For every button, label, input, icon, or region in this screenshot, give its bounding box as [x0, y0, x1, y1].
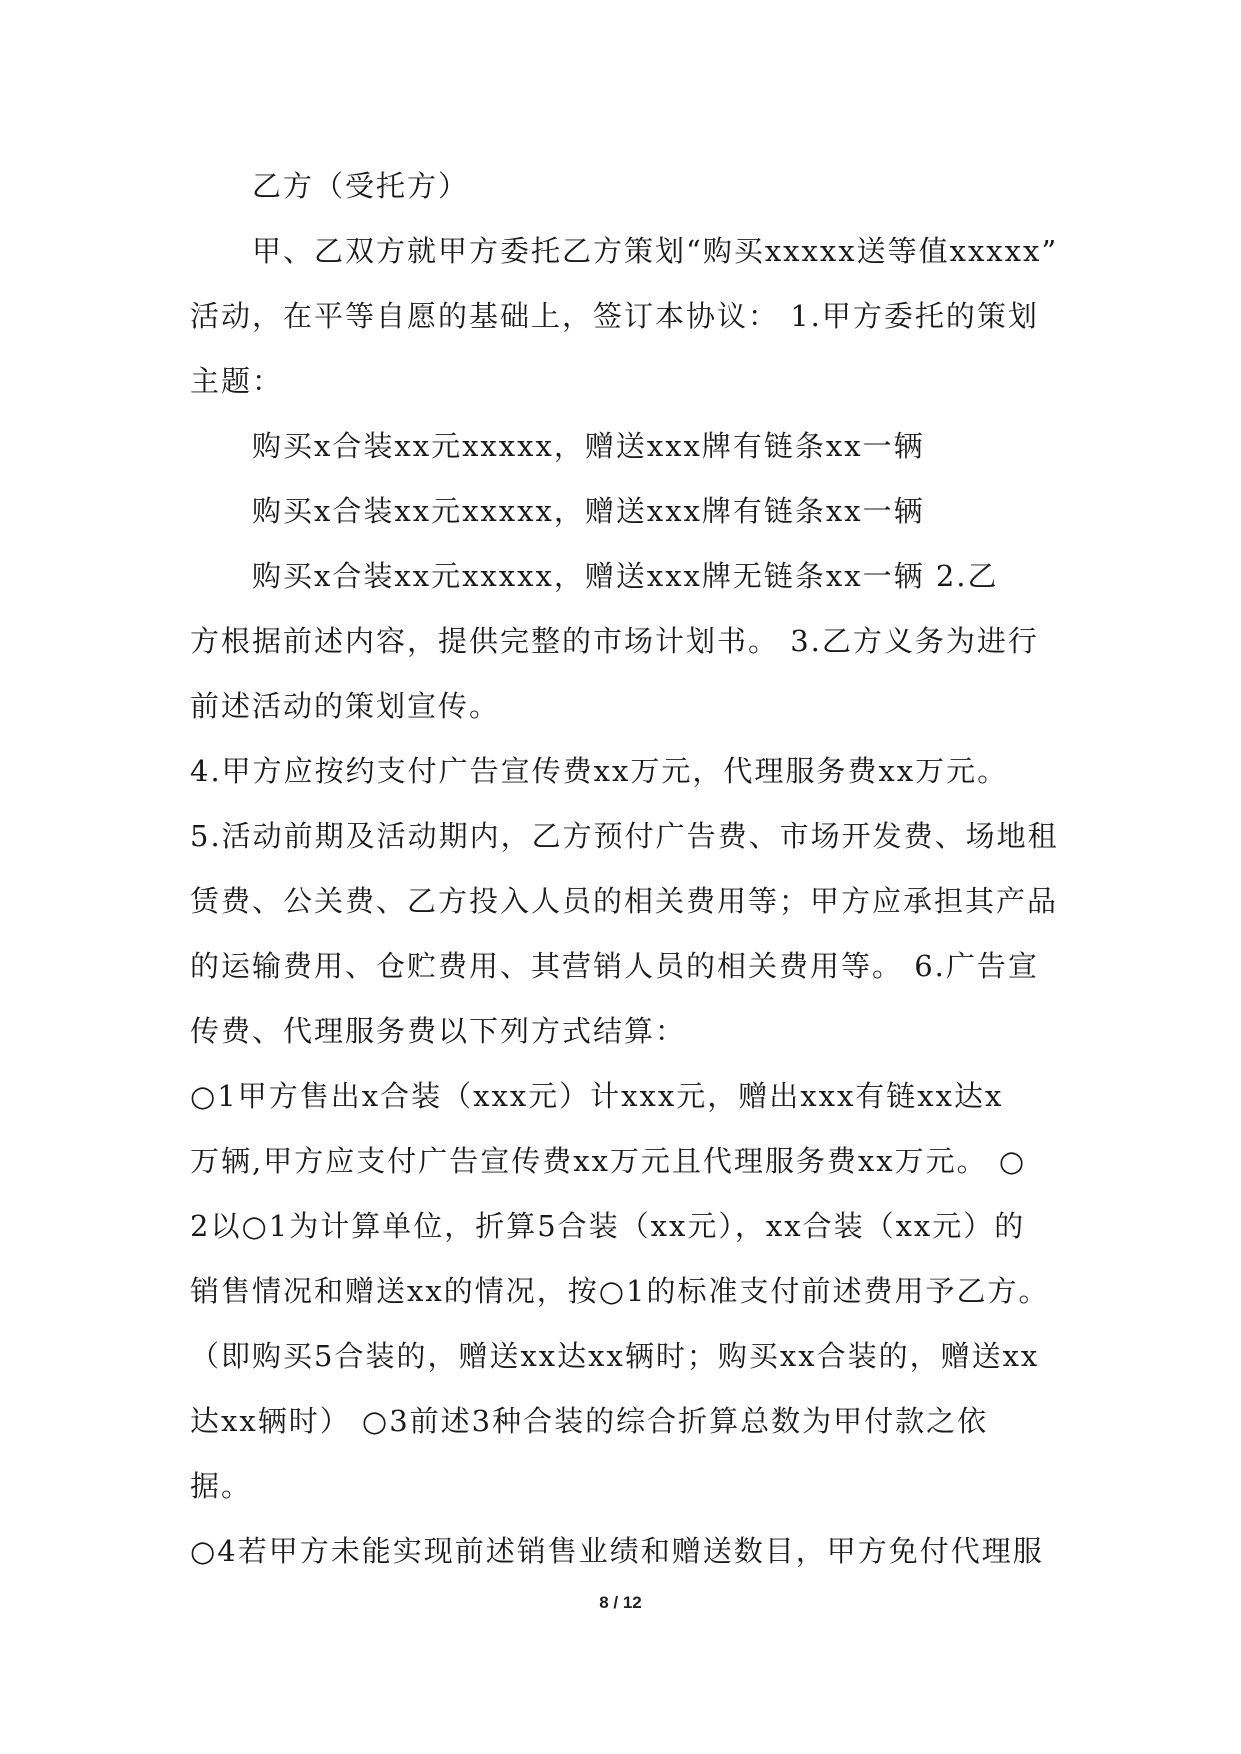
- text-line: 销售情况和赠送xx的情况，按○1的标准支付前述费用予乙方。: [190, 1274, 1050, 1308]
- text-line: 乙方（受托方）: [190, 169, 470, 203]
- text-line: 传费、代理服务费以下列方式结算：: [190, 1014, 687, 1048]
- text-line: 购买x合装xx元xxxxx，赠送xxx牌有链条xx一辆: [190, 429, 925, 463]
- text-line: 5.活动前期及活动期内，乙方预付广告费、市场开发费、场地租: [190, 819, 1059, 853]
- text-line: 购买x合装xx元xxxxx，赠送xxx牌有链条xx一辆: [190, 494, 925, 528]
- text-line: ○4若甲方未能实现前述销售业绩和赠送数目，甲方免付代理服: [190, 1534, 1044, 1568]
- text-line: 购买x合装xx元xxxxx，赠送xxx牌无链条xx一辆 2.乙: [190, 559, 999, 593]
- page-number: 8 / 12: [599, 1593, 642, 1612]
- text-line: 2以○1为计算单位，折算5合装（xx元），xx合装（xx元）的: [190, 1209, 1026, 1243]
- text-line: 万辆,甲方应支付广告宣传费xx万元且代理服务费xx万元。 ○: [190, 1144, 1027, 1178]
- text-line: 赁费、公关费、乙方投入人员的相关费用等；甲方应承担其产品: [190, 884, 1059, 918]
- text-line: 方根据前述内容，提供完整的市场计划书。 3.乙方义务为进行: [190, 624, 1039, 658]
- text-line: 前述活动的策划宣传。: [190, 689, 501, 723]
- text-line: 主题：: [190, 364, 284, 398]
- text-line: 的运输费用、仓贮费用、其营销人员的相关费用等。 6.广告宣: [190, 949, 1039, 983]
- text-line: 据。: [190, 1469, 253, 1503]
- text-line: ○1甲方售出x合装（xxx元）计xxx元，赠出xxx有链xx达x: [190, 1079, 1004, 1113]
- text-line: 4.甲方应按约支付广告宣传费xx万元，代理服务费xx万元。: [190, 754, 1009, 788]
- text-line: 活动，在平等自愿的基础上，签订本协议： 1.甲方委托的策划: [190, 299, 1039, 333]
- text-line: 达xx辆时） ○3前述3种合装的综合折算总数为甲付款之依: [190, 1404, 989, 1438]
- text-line: 甲、乙双方就甲方委托乙方策划“购买xxxxx送等值xxxxx”: [190, 234, 1059, 268]
- text-line: （即购买5合装的，赠送xx达xx辆时；购买xx合装的，赠送xx: [190, 1339, 1040, 1373]
